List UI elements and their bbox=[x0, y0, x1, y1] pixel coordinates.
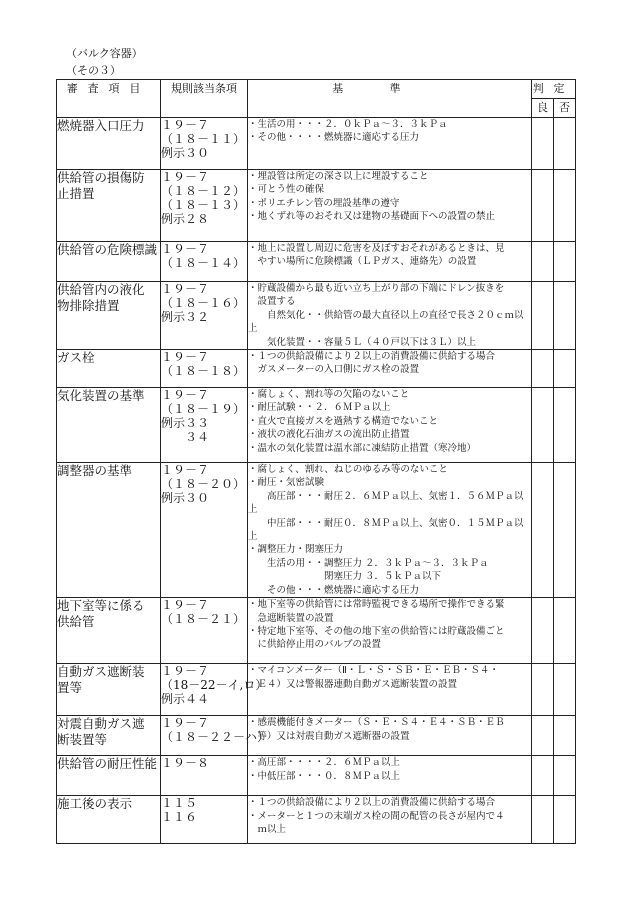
judgment-ok-cell[interactable] bbox=[532, 170, 554, 242]
cell-item bbox=[57, 664, 161, 716]
cell-std bbox=[248, 598, 532, 664]
rule-line: （１８－１２） bbox=[161, 184, 246, 198]
item-line: 地下室等に係る bbox=[57, 598, 145, 614]
rule-line: 例示３２ bbox=[161, 310, 210, 324]
rule-line: （１８－１３） bbox=[161, 198, 246, 212]
std-line: ・メーターと１つの末端ガス栓の間の配管の長さが屋内で４ bbox=[248, 810, 505, 822]
item-line: 供給管の損傷防 bbox=[57, 170, 145, 185]
std-line: ・地上に設置し周辺に危害を及ぼすおそれがあるときは、見 bbox=[248, 243, 505, 254]
table-row bbox=[57, 282, 576, 350]
item-line: 調整器の基準 bbox=[57, 463, 133, 479]
std-line: その他・・・燃焼器に適応する圧力 bbox=[248, 584, 420, 596]
header-ng: 否 bbox=[554, 99, 576, 118]
judgment-ng-cell[interactable] bbox=[554, 756, 576, 796]
header-ok: 良 bbox=[532, 99, 554, 118]
item-line: 気化装置の基準 bbox=[57, 388, 145, 404]
rule-line: １９－７ bbox=[161, 598, 210, 613]
cell-item bbox=[57, 242, 161, 282]
judgment-ng-cell[interactable] bbox=[554, 388, 576, 463]
std-line: 気化装置・・容量５Ｌ（４０戸以下は３Ｌ）以上 bbox=[248, 336, 477, 348]
rule-line: （18－22－イ,ロ） bbox=[161, 678, 268, 693]
rule-line: （１８－１６） bbox=[161, 296, 246, 310]
cell-item bbox=[57, 716, 161, 756]
item-line: 対震自動ガス遮 bbox=[57, 716, 145, 732]
judgment-ng-cell[interactable] bbox=[554, 598, 576, 664]
rule-line: （１８－１４） bbox=[161, 256, 246, 270]
rule-line: １９－７ bbox=[161, 282, 210, 296]
judgment-ng-cell[interactable] bbox=[554, 118, 576, 170]
cell-std bbox=[248, 716, 532, 756]
rule-line: （１８－２２－ハ） bbox=[161, 730, 270, 745]
std-line: に供給停止用のバルブの設置 bbox=[248, 639, 382, 651]
rule-line: １１５ bbox=[161, 796, 198, 811]
container-type-label: （バルク容器） bbox=[66, 47, 143, 60]
judgment-ok-cell[interactable] bbox=[532, 664, 554, 716]
judgment-ok-cell[interactable] bbox=[532, 598, 554, 664]
cell-item bbox=[57, 282, 161, 350]
cell-item bbox=[57, 350, 161, 388]
item-line: 供給管の耐圧性能 bbox=[57, 756, 158, 772]
item-line: 供給管の危険標識 bbox=[57, 242, 158, 257]
table-row bbox=[57, 242, 576, 282]
item-line: 供給管 bbox=[57, 614, 95, 630]
cell-std bbox=[248, 170, 532, 242]
judgment-ok-cell[interactable] bbox=[532, 463, 554, 598]
judgment-ng-cell[interactable] bbox=[554, 242, 576, 282]
rule-line: （１８－２０） bbox=[161, 477, 246, 492]
table-row bbox=[57, 598, 576, 664]
std-line: ・ポリエチレン管の埋設基準の遵守 bbox=[248, 197, 400, 209]
cell-rule bbox=[161, 350, 248, 388]
table-row bbox=[57, 463, 576, 598]
std-line: 等）又は対震自動ガス遮断器の設置 bbox=[248, 730, 410, 742]
rule-line: １９－７ bbox=[161, 170, 210, 184]
std-line: ガスメーターの入口側にガス栓の設置 bbox=[248, 364, 420, 376]
table-row bbox=[57, 796, 576, 844]
item-line: 止措置 bbox=[57, 186, 95, 201]
std-line: ・耐圧試験・・２．６ＭＰａ以上 bbox=[248, 402, 391, 414]
std-line: 生活の用・・調整圧力 ２．３ｋＰａ～３．３ｋＰａ bbox=[248, 557, 489, 569]
std-line: ・マイコンメーター（Ⅱ・Ｌ・Ｓ・ＳＢ・Ｅ・ＥＢ・Ｓ４・ bbox=[248, 665, 499, 677]
std-line: ・中低圧部・・・０．８ＭＰａ以上 bbox=[248, 770, 401, 782]
judgment-ng-cell[interactable] bbox=[554, 664, 576, 716]
rule-line: 例示３０ bbox=[161, 491, 210, 506]
judgment-ng-cell[interactable] bbox=[554, 350, 576, 388]
rule-line: （１８－１８） bbox=[161, 364, 246, 379]
cell-std bbox=[248, 388, 532, 463]
cell-std bbox=[248, 756, 532, 796]
item-line: 置等 bbox=[57, 680, 83, 696]
cell-rule bbox=[161, 242, 248, 282]
item-line: 燃焼器入口圧力 bbox=[57, 118, 145, 133]
rule-line: 例示４４ bbox=[161, 692, 210, 707]
cell-item bbox=[57, 170, 161, 242]
std-line: ・腐しょく、割れ、ねじのゆるみ等のないこと bbox=[248, 464, 448, 476]
item-line: 物排除措置 bbox=[57, 298, 120, 313]
cell-rule bbox=[161, 756, 248, 796]
std-line: ・埋設管は所定の深さ以上に埋設すること bbox=[248, 171, 429, 182]
cell-std bbox=[248, 350, 532, 388]
cell-rule bbox=[161, 118, 248, 170]
cell-item bbox=[57, 598, 161, 664]
std-line: 自然気化・・供給管の最大直径以上の直径で長さ２０ｃｍ以上 bbox=[248, 309, 524, 335]
table-row bbox=[57, 664, 576, 716]
judgment-ng-cell[interactable] bbox=[554, 796, 576, 844]
table-row bbox=[57, 756, 576, 796]
std-line: ・１つの供給設備により２以上の消費設備に供給する場合 bbox=[248, 797, 496, 809]
cell-rule bbox=[161, 716, 270, 756]
rule-line: １９－７ bbox=[161, 664, 210, 679]
std-line: ・高圧部・・・・２．６ＭＰａ以上 bbox=[248, 757, 401, 769]
std-line: やすい場所に危険標識（ＬＰガス、連絡先）の設置 bbox=[248, 256, 477, 268]
std-line: ｍ以上 bbox=[248, 823, 287, 835]
std-line: ・特定地下室等、その他の地下室の供給管には貯蔵設備ごと bbox=[248, 625, 505, 637]
cell-item bbox=[57, 796, 161, 844]
std-line: ・直火で直接ガスを過熱する構造でないこと bbox=[248, 415, 439, 427]
std-line: ・地くずれ等のおそれ又は建物の基礎面下への設置の禁止 bbox=[248, 211, 496, 223]
rule-line: １１６ bbox=[161, 810, 198, 825]
header-item: 審査項目 bbox=[57, 80, 161, 118]
cell-rule bbox=[161, 282, 248, 350]
std-line: ・地下室等の供給管には常時監視できる場所で操作できる緊 bbox=[248, 599, 505, 611]
table-row bbox=[57, 350, 576, 388]
cell-std bbox=[248, 796, 532, 844]
judgment-ng-cell[interactable] bbox=[554, 716, 576, 756]
table-row bbox=[57, 170, 576, 242]
cell-item bbox=[57, 756, 161, 796]
cell-std bbox=[248, 463, 532, 598]
judgment-ng-cell[interactable] bbox=[554, 463, 576, 598]
std-line: ・腐しょく、割れ等の欠陥のないこと bbox=[248, 389, 410, 401]
std-line: ・その他・・・・燃焼器に適応する圧力 bbox=[248, 132, 420, 144]
std-line: 中圧部・・・耐圧０．８ＭＰａ以上、気密０．１５ＭＰａ以上 bbox=[248, 517, 524, 543]
judgment-ok-cell[interactable] bbox=[532, 242, 554, 282]
std-line: 閉塞圧力 ３．５ｋＰａ以下 bbox=[248, 571, 442, 583]
inspection-table bbox=[56, 79, 576, 844]
rule-line: １９－７ bbox=[161, 242, 210, 256]
rule-line: （１８－２１） bbox=[161, 612, 246, 627]
cell-rule bbox=[161, 388, 248, 463]
rule-line: １９－８ bbox=[161, 756, 210, 771]
cell-item bbox=[57, 388, 161, 463]
header-rule: 規則該当条項 bbox=[161, 80, 248, 118]
header-standard: 基準 bbox=[248, 80, 532, 118]
judgment-ok-cell[interactable] bbox=[532, 118, 554, 170]
inspection-table-body bbox=[57, 118, 576, 844]
rule-line: １９－７ bbox=[161, 463, 210, 478]
item-line: 供給管内の液化 bbox=[57, 282, 145, 297]
cell-rule bbox=[161, 598, 248, 664]
judgment-ok-cell[interactable] bbox=[532, 796, 554, 844]
item-line: 施工後の表示 bbox=[57, 796, 133, 812]
std-line: ・調整圧力・閉塞圧力 bbox=[248, 544, 344, 556]
judgment-ok-cell[interactable] bbox=[532, 350, 554, 388]
rule-line: １９－７ bbox=[161, 388, 210, 403]
cell-std bbox=[248, 242, 532, 282]
cell-std bbox=[248, 118, 532, 170]
cell-rule bbox=[161, 664, 268, 716]
std-line: ・温水の気化装置は温水部に凍結防止措置（寒冷地） bbox=[248, 442, 477, 454]
cell-rule bbox=[161, 796, 248, 844]
std-line: Ｅ４）又は警報器連動自動ガス遮断装置の設置 bbox=[248, 678, 458, 690]
std-line: ・１つの供給設備により２以上の消費設備に供給する場合 bbox=[248, 351, 496, 363]
cell-rule bbox=[161, 463, 248, 598]
item-line: 断装置等 bbox=[57, 732, 108, 748]
judgment-ok-cell[interactable] bbox=[532, 716, 554, 756]
rule-line: １９－７ bbox=[161, 350, 210, 365]
header-judgment: 判定 bbox=[532, 80, 576, 99]
judgment-ok-cell[interactable] bbox=[532, 388, 554, 463]
rule-line: 例示３３ bbox=[161, 416, 210, 431]
item-line: 自動ガス遮断装 bbox=[57, 664, 145, 680]
judgment-ng-cell[interactable] bbox=[554, 282, 576, 350]
table-row bbox=[57, 716, 576, 756]
cell-item bbox=[57, 118, 161, 170]
std-line: 高圧部・・・耐圧２．６ＭＰａ以上、気密１．５６ＭＰａ以上 bbox=[248, 490, 524, 516]
cell-std bbox=[248, 664, 532, 716]
judgment-ng-cell[interactable] bbox=[554, 170, 576, 242]
std-line: ・可とう性の確保 bbox=[248, 184, 325, 196]
rule-line: １９－７ bbox=[161, 118, 210, 132]
rule-line: （１８－１９） bbox=[161, 402, 246, 417]
judgment-ok-cell[interactable] bbox=[532, 282, 554, 350]
rule-line: 例示２８ bbox=[161, 212, 210, 226]
std-line: ・生活の用・・・２．０ｋＰａ～３．３ｋＰａ bbox=[248, 119, 448, 130]
table-row bbox=[57, 388, 576, 463]
std-line: ・感震機能付きメーター（Ｓ・Ｅ・Ｓ４・Ｅ４・ＳＢ・ＥＢ bbox=[248, 717, 505, 729]
judgment-ok-cell[interactable] bbox=[532, 756, 554, 796]
rule-line: （１８－１１） bbox=[161, 132, 246, 146]
std-line: ・液状の液化石油ガスの流出防止措置 bbox=[248, 429, 410, 441]
item-line: ガス栓 bbox=[57, 350, 95, 366]
std-line: ・耐圧・気密試験 bbox=[248, 477, 325, 489]
std-line: 急遮断装置の設置 bbox=[248, 612, 334, 624]
cell-rule bbox=[161, 170, 248, 242]
table-row bbox=[57, 118, 576, 170]
rule-line: ３４ bbox=[161, 430, 210, 445]
std-line: 設置する bbox=[248, 296, 296, 308]
std-line: ・貯蔵設備から最も近い立ち上がり部の下端にドレン抜きを bbox=[248, 283, 505, 294]
rule-line: １９－７ bbox=[161, 716, 210, 731]
part-number-label: （その３） bbox=[66, 64, 121, 77]
rule-line: 例示３０ bbox=[161, 146, 210, 160]
cell-std bbox=[248, 282, 532, 350]
cell-item bbox=[57, 463, 161, 598]
